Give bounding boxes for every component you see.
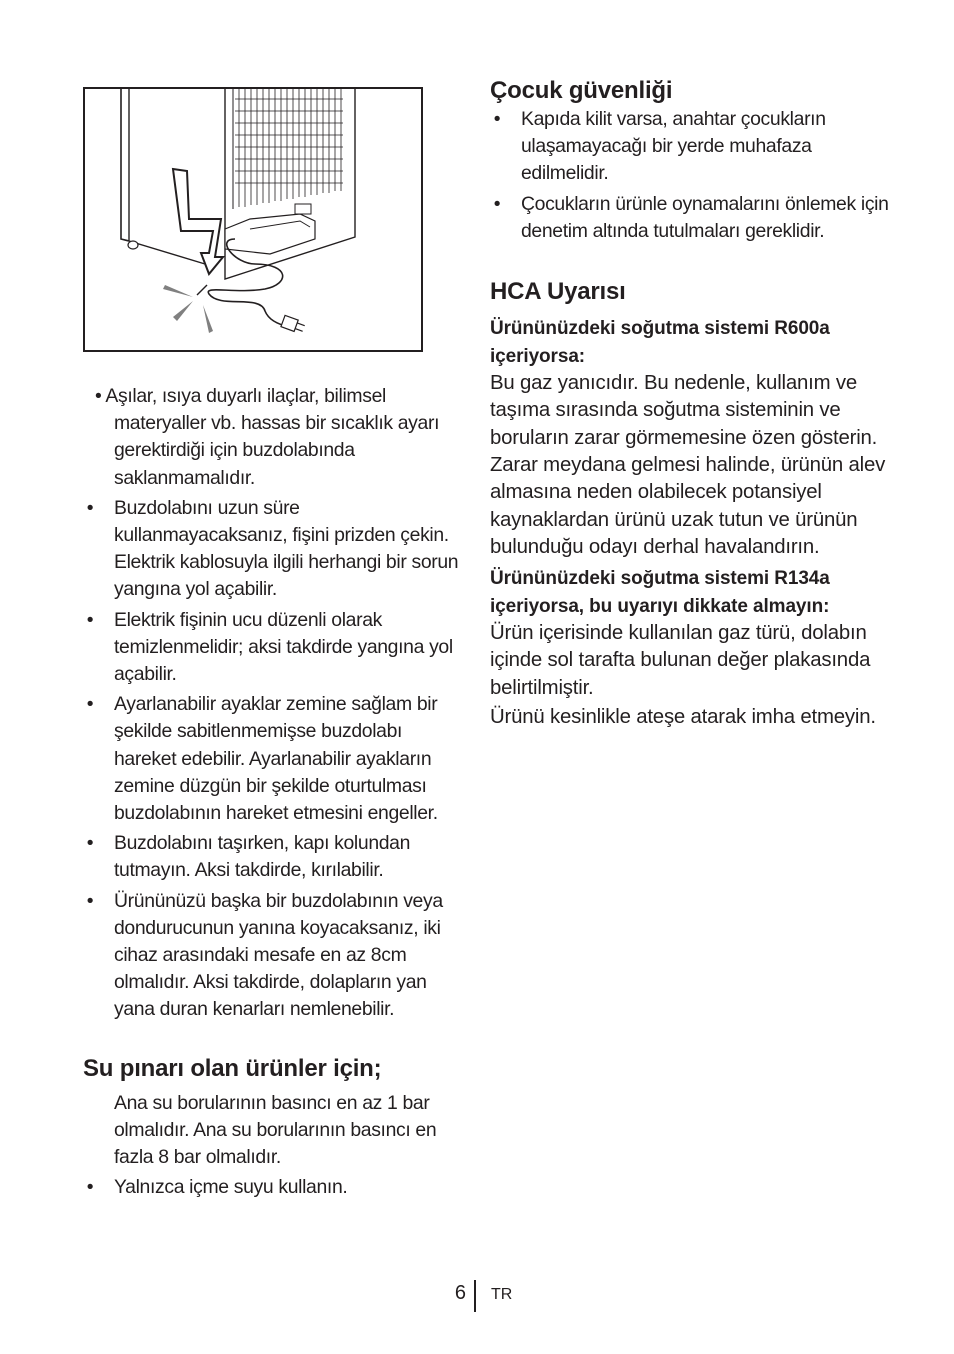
list-item: • Ayarlanabilir ayaklar zemine sağlam bir şekilde sabitlenmemişse buzdolabı hareket edebilir. Ayarlanabilir ayakların zemine düzgün bir şekilde oturtulması buzdolabının hareket etmesini engeller. [83, 691, 468, 827]
list-item: • Buzdolabını taşırken, kapı kolundan tutmayın. Aksi takdirde, kırılabilir. [83, 830, 468, 884]
list-item: • Elektrik fişinin ucu düzenli olarak temizlenmelidir; aksi takdirde yangına yol açabilir. [83, 607, 468, 689]
bullet-dot: • [493, 108, 501, 130]
list-item: • Ürününüzü başka bir buzdolabının veya dondurucunun yanına koyacaksanız, iki cihaz arasındaki mesafe en az 8cm olmalıdır. Aksi takdirde, dolapların yan yana duran kenarları nemlenebilir. [83, 888, 468, 1024]
bullet-dot: • [86, 608, 94, 631]
bullet-dot: • [86, 693, 94, 716]
bullet-dot: • [86, 496, 94, 519]
disposal-paragraph: Ürünü kesinlikle ateşe atarak imha etmeyin. [490, 705, 876, 728]
bullet-dot: • [86, 832, 94, 855]
water-pressure-paragraph: Ana su borularının basıncı en az 1 bar olmalıdır. Ana su borularının basıncı en fazla 8 bar olmalıdır. [114, 1091, 437, 1169]
fridge-power-cord-warning-illustration [85, 89, 421, 350]
left-column [83, 383, 468, 1204]
water-list [83, 1174, 468, 1201]
list-item: • Buzdolabını uzun süre kullanmayacaksanız, fişini prizden çekin. Elektrik kablosuyla ilgili herhangi bir sorun yangına yol açabilir. [83, 495, 468, 604]
r600a-subheading: Ürününüzdeki soğutma sistemi R600a içeriyorsa: [490, 318, 830, 367]
right-column [490, 76, 890, 731]
fridge-cord-figure [83, 87, 423, 352]
water-dispenser-heading: Su pınarı olan ürünler için; [83, 1054, 382, 1082]
hca-warning-heading: HCA Uyarısı [490, 278, 626, 306]
gas-type-paragraph: Ürün içerisinde kullanılan gaz türü, dolabın içinde sol tarafta bulunan değer plakasında belirtilmiştir. [490, 622, 871, 699]
list-item: • Aşılar, ısıya duyarlı ilaçlar, bilimsel materyaller vb. hassas bir sıcaklık ayarı gerektirdiği için buzdolabında saklanmamalıdır. [95, 385, 440, 489]
precaution-list [83, 383, 468, 1024]
bullet-dot: • [493, 192, 501, 215]
language-code: TR [491, 1286, 513, 1303]
list-item: • Kapıda kilit varsa, anahtar çocukların ulaşamayacağı bir yerde muhafaza edilmelidir. [490, 106, 890, 188]
page-number: 6 [454, 1282, 466, 1304]
bullet-dot: • [86, 1176, 94, 1199]
r134a-subheading: Ürününüzdeki soğutma sistemi R134a içeriyorsa, bu uyarıyı dikkate almayın: [490, 568, 830, 617]
child-safety-list [490, 106, 890, 245]
list-item: • Çocukların ürünle oynamalarını önlemek için denetim altında tutulmaları gereklidir. [490, 191, 890, 245]
r600a-paragraph: Bu gaz yanıcıdır. Bu nedenle, kullanım ve taşıma sırasında soğutma sisteminin ve boruların zarar görmemesine özen gösterin. Zarar meydana gelmesi halinde, ürünün alev almasına neden olabilecek potansiyel kaynaklardan ürünü uzak tutun ve ürünün bulunduğu odayı derhal havalandırın. [490, 372, 886, 558]
child-safety-heading: Çocuk güvenliği [490, 77, 673, 104]
bullet-dot: • [95, 385, 102, 407]
bullet-dot: • [86, 889, 94, 912]
list-item: • Yalnızca içme suyu kullanın. [83, 1174, 468, 1201]
footer-divider [474, 1280, 476, 1312]
